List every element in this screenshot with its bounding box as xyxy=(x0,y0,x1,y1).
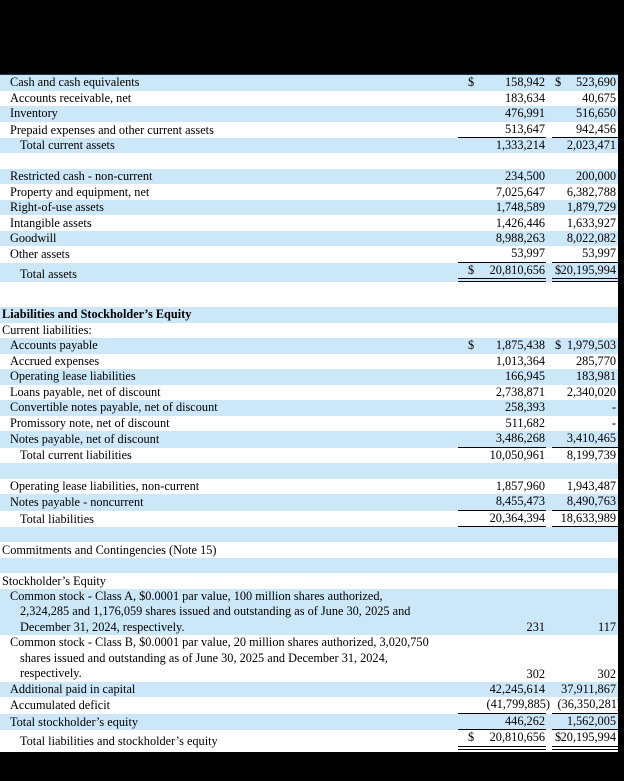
value-col1: 8,988,263 xyxy=(495,231,545,245)
row-label-line: December 31, 2024, respectively. xyxy=(20,619,185,634)
value-col2: 8,022,082 xyxy=(566,231,616,245)
row-label: Prepaid expenses and other current assets xyxy=(10,122,214,137)
value-col2: - xyxy=(611,400,616,415)
table-row xyxy=(0,263,618,282)
value-cell-col1 xyxy=(458,714,546,730)
value-col1: 158,942 xyxy=(505,75,545,90)
value-col1: 302 xyxy=(526,666,545,681)
table-row xyxy=(0,138,618,154)
value-cell-col2 xyxy=(552,511,618,527)
value-cell-col2 xyxy=(552,75,618,91)
value-col1: 7,025,647 xyxy=(495,184,545,199)
value-cell-col2 xyxy=(552,589,618,636)
row-label: Accumulated deficit xyxy=(10,698,111,713)
spacer-row xyxy=(0,295,618,308)
value-cell-col2 xyxy=(552,385,618,401)
value-col2: 20,195,994 xyxy=(560,262,616,277)
value-cell-col2 xyxy=(552,714,618,730)
value-cell-col2 xyxy=(552,263,618,282)
value-col2: 18,633,989 xyxy=(560,510,616,525)
value-cell-col2 xyxy=(552,369,618,385)
dollar-sign: $ xyxy=(468,75,475,90)
table-row xyxy=(0,106,618,122)
value-cell-col1 xyxy=(458,91,546,107)
value-cell-col2 xyxy=(552,91,618,107)
row-label: Operating lease liabilities xyxy=(10,369,136,384)
value-col2: 2,023,471 xyxy=(566,138,616,152)
value-col2: 285,770 xyxy=(576,353,616,368)
value-cell-col1 xyxy=(458,122,546,138)
value-col1: 183,634 xyxy=(505,90,545,105)
row-label: Liabilities and Stockholder’s Equity xyxy=(2,307,192,322)
value-cell-col1 xyxy=(458,231,546,247)
value-cell-col2 xyxy=(552,635,618,682)
table-row xyxy=(0,479,618,495)
value-col1: 8,455,473 xyxy=(495,494,545,509)
table-row xyxy=(0,589,618,636)
balance-sheet-table xyxy=(0,75,621,750)
value-col1: 53,997 xyxy=(511,246,545,261)
dollar-sign: $ xyxy=(555,338,562,353)
dollar-sign: $ xyxy=(555,730,562,745)
value-col2: - xyxy=(611,415,616,430)
value-col1: 20,364,394 xyxy=(489,510,545,525)
value-col2: 2,340,020 xyxy=(566,384,616,399)
value-col2: 1,633,927 xyxy=(566,215,616,230)
row-label-line: respectively. xyxy=(20,666,82,681)
value-col1: 20,810,656 xyxy=(489,730,545,745)
value-cell-col2 xyxy=(552,122,618,138)
row-label-line: Common stock - Class A, $0.0001 par value, 100 million shares authorized, xyxy=(10,588,383,603)
value-cell-col2 xyxy=(552,215,618,231)
table-row xyxy=(0,542,618,558)
value-cell-col1 xyxy=(458,200,546,216)
value-cell-col2 xyxy=(552,184,618,200)
balance-sheet-page xyxy=(0,74,621,752)
value-col1: 234,500 xyxy=(505,169,545,183)
value-cell-col2 xyxy=(552,338,618,354)
row-label: Property and equipment, net xyxy=(10,184,150,199)
table-row xyxy=(0,385,618,401)
row-label: Total liabilities and stockholder’s equity xyxy=(20,734,218,749)
value-cell-col2 xyxy=(552,479,618,495)
value-cell-col1 xyxy=(458,494,546,510)
spacer-row xyxy=(0,153,618,169)
row-label: Total stockholder’s equity xyxy=(10,714,139,729)
value-col1: 231 xyxy=(526,620,545,635)
value-col2: 1,879,729 xyxy=(566,200,616,214)
value-col1: 511,682 xyxy=(505,415,545,430)
value-col2: 37,911,867 xyxy=(561,682,616,697)
value-cell-col1 xyxy=(458,169,546,185)
value-col1: 258,393 xyxy=(505,400,545,415)
table-row xyxy=(0,730,618,749)
table-row xyxy=(0,635,618,682)
value-cell-col1 xyxy=(458,431,546,447)
top-black-band xyxy=(0,0,624,74)
value-col2: 8,199,739 xyxy=(566,447,616,462)
value-col1: 513,647 xyxy=(505,121,545,136)
value-cell-col2 xyxy=(552,416,618,432)
spacer-row xyxy=(0,558,618,574)
value-col1: 1,333,214 xyxy=(495,138,545,152)
dollar-sign: $ xyxy=(555,262,562,277)
value-col2: 302 xyxy=(597,666,616,681)
value-cell-col1 xyxy=(458,682,546,698)
value-col1: 1,013,364 xyxy=(495,353,545,368)
value-cell-col1 xyxy=(458,416,546,432)
value-cell-col2 xyxy=(552,448,618,464)
row-label: Restricted cash - non-current xyxy=(10,169,153,183)
table-row xyxy=(0,338,618,354)
table-row xyxy=(0,494,618,510)
row-label: Commitments and Contingencies (Note 15) xyxy=(2,542,217,557)
value-col2: 516,650 xyxy=(576,106,616,121)
table-row xyxy=(0,511,618,527)
row-label: Total current assets xyxy=(20,138,115,152)
value-col1: (41,799,885) xyxy=(486,697,550,712)
row-label: Total assets xyxy=(20,266,77,281)
table-row xyxy=(0,369,618,385)
row-label: Total liabilities xyxy=(20,511,94,526)
value-cell-col1 xyxy=(458,215,546,231)
value-cell-col2 xyxy=(552,730,618,749)
row-label: Current liabilities: xyxy=(2,322,92,337)
row-label: Cash and cash equivalents xyxy=(10,75,140,90)
value-cell-col1 xyxy=(458,589,546,636)
table-row xyxy=(0,697,621,713)
value-col1: 10,050,961 xyxy=(489,447,545,462)
value-col1: 3,486,268 xyxy=(495,431,545,446)
table-row xyxy=(0,682,618,698)
value-cell-col1 xyxy=(458,263,546,282)
value-col2: 3,410,465 xyxy=(566,431,616,446)
row-label: Stockholder’s Equity xyxy=(2,573,106,588)
value-cell-col1 xyxy=(458,354,546,370)
row-label-line: shares issued and outstanding as of June 30, 2025 and December 31, 2024, xyxy=(20,650,388,665)
value-col2: 1,979,503 xyxy=(566,338,616,353)
value-cell-col2 xyxy=(552,494,618,510)
value-cell-col2 xyxy=(552,354,618,370)
row-label: Additional paid in capital xyxy=(10,682,136,697)
value-cell-col2 xyxy=(552,231,618,247)
value-col2: 200,000 xyxy=(576,169,616,183)
row-label: Convertible notes payable, net of discount xyxy=(10,400,218,415)
spacer-row xyxy=(0,282,618,295)
value-cell-col1 xyxy=(458,184,546,200)
value-cell-col2 xyxy=(552,169,618,185)
row-label: Inventory xyxy=(10,106,58,121)
value-col2: 40,675 xyxy=(582,90,616,105)
row-label: Promissory note, net of discount xyxy=(10,415,170,430)
value-col2: 53,997 xyxy=(582,246,616,261)
row-label xyxy=(0,589,458,636)
table-row xyxy=(0,400,618,416)
dollar-sign: $ xyxy=(468,338,475,353)
value-col2: 117 xyxy=(598,620,616,635)
value-col2: 1,562,005 xyxy=(566,713,616,728)
table-row xyxy=(0,184,618,200)
row-label: Intangible assets xyxy=(10,215,92,230)
row-label: Notes payable - noncurrent xyxy=(10,495,144,510)
table-row xyxy=(0,416,618,432)
value-col1: 476,991 xyxy=(505,106,545,121)
spacer-row xyxy=(0,463,618,479)
value-col1: 42,245,614 xyxy=(489,682,545,697)
value-cell-col1 xyxy=(458,75,546,91)
row-label: Right-of-use assets xyxy=(10,200,104,214)
table-row xyxy=(0,431,618,447)
spacer-row xyxy=(0,527,618,543)
table-row xyxy=(0,215,618,231)
value-cell-col1 xyxy=(458,697,550,713)
row-label: Loans payable, net of discount xyxy=(10,384,161,399)
value-cell-col1 xyxy=(458,138,546,154)
value-cell-col1 xyxy=(458,635,546,682)
value-col2: 8,490,763 xyxy=(566,494,616,509)
value-cell-col1 xyxy=(458,511,546,527)
value-col2: 6,382,788 xyxy=(566,184,616,199)
value-col1: 1,426,446 xyxy=(495,215,545,230)
value-col1: 1,857,960 xyxy=(495,478,545,493)
value-cell-col2 xyxy=(552,682,618,698)
dollar-sign: $ xyxy=(555,75,562,90)
table-row xyxy=(0,122,618,138)
value-col1: 20,810,656 xyxy=(489,262,545,277)
value-cell-col1 xyxy=(458,106,546,122)
row-label-line: Common stock - Class B, $0.0001 par value, 20 million shares authorized, 3,020,750 xyxy=(10,635,429,650)
row-label: Total current liabilities xyxy=(20,447,132,462)
value-cell-col1 xyxy=(458,448,546,464)
row-label: Notes payable, net of discount xyxy=(10,432,160,447)
row-label xyxy=(0,635,458,682)
value-cell-col2 xyxy=(552,200,618,216)
value-cell-col2 xyxy=(552,697,621,713)
value-col1: 1,875,438 xyxy=(495,338,545,353)
table-row xyxy=(0,448,618,464)
table-row xyxy=(0,91,618,107)
value-col2: (36,350,281) xyxy=(557,697,621,712)
value-col2: 523,690 xyxy=(576,75,616,90)
row-label: Accounts payable xyxy=(10,338,98,353)
value-cell-col2 xyxy=(552,246,618,262)
table-row xyxy=(0,200,618,216)
value-cell-col1 xyxy=(458,400,546,416)
table-row xyxy=(0,354,618,370)
value-cell-col2 xyxy=(552,106,618,122)
value-col2: 20,195,994 xyxy=(560,730,616,745)
table-row xyxy=(0,75,618,91)
dollar-sign: $ xyxy=(468,730,475,745)
value-cell-col2 xyxy=(552,138,618,154)
table-row xyxy=(0,714,618,730)
bottom-black-band xyxy=(0,752,624,781)
value-cell-col1 xyxy=(458,479,546,495)
value-col1: 2,738,871 xyxy=(495,384,545,399)
value-cell-col1 xyxy=(458,246,546,262)
table-row xyxy=(0,307,618,323)
table-row xyxy=(0,231,618,247)
value-cell-col1 xyxy=(458,369,546,385)
table-row xyxy=(0,246,618,262)
value-cell-col2 xyxy=(552,400,618,416)
value-cell-col1 xyxy=(458,730,546,749)
value-cell-col2 xyxy=(552,431,618,447)
value-col1: 166,945 xyxy=(505,369,545,384)
row-label: Accrued expenses xyxy=(10,353,100,368)
value-cell-col1 xyxy=(458,385,546,401)
row-label: Accounts receivable, net xyxy=(10,90,132,105)
value-col1: 446,262 xyxy=(505,713,545,728)
row-label-line: 2,324,285 and 1,176,059 shares issued and outstanding as of June 30, 2025 and xyxy=(20,604,411,619)
table-row xyxy=(0,169,618,185)
dollar-sign: $ xyxy=(468,262,475,277)
value-col2: 183,981 xyxy=(576,369,616,384)
row-label: Other assets xyxy=(10,247,70,262)
value-col1: 1,748,589 xyxy=(495,200,545,214)
row-label: Goodwill xyxy=(10,231,57,245)
row-label: Operating lease liabilities, non-current xyxy=(10,478,200,493)
value-col2: 1,943,487 xyxy=(566,478,616,493)
table-row xyxy=(0,323,618,339)
table-row xyxy=(0,573,618,589)
value-col2: 942,456 xyxy=(576,121,616,136)
value-cell-col1 xyxy=(458,338,546,354)
